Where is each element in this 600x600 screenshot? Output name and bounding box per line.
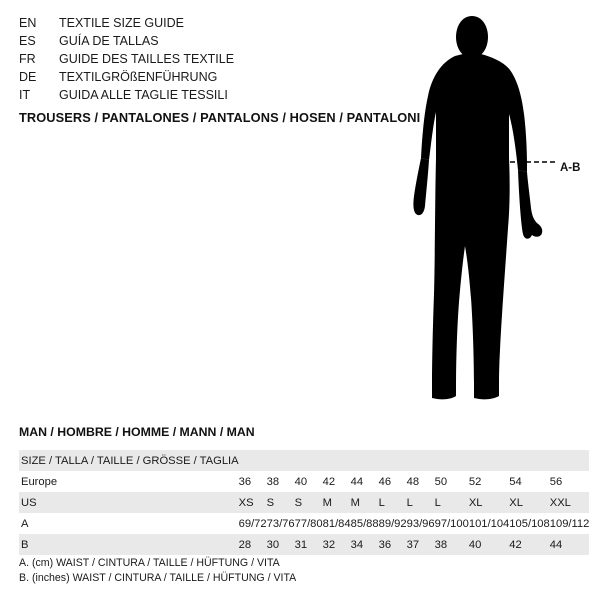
cell: 40 (294, 475, 308, 488)
cell: 38 (435, 534, 469, 555)
cell: 44 (550, 534, 590, 555)
cell (435, 450, 469, 471)
cell: 93/96 (406, 517, 435, 530)
row-label: B (19, 534, 239, 555)
language-text: TEXTILE SIZE GUIDE (59, 16, 185, 30)
cell: 31 (295, 534, 323, 555)
table-row (19, 513, 589, 534)
cell: 52 (468, 475, 482, 488)
cell (323, 450, 351, 471)
row-label: SIZE / TALLA / TAILLE / GRÖSSE / TAGLIA (19, 450, 239, 471)
cell: S (267, 492, 295, 513)
language-row (19, 86, 319, 104)
language-code: DE (19, 70, 37, 84)
cell: M (351, 492, 379, 513)
cell (407, 450, 435, 471)
cell: XL (509, 492, 549, 513)
cell (351, 450, 379, 471)
cell: 37 (407, 534, 435, 555)
cell (239, 450, 267, 471)
cell: 34 (351, 534, 379, 555)
language-list (19, 14, 319, 104)
language-text: TEXTILGRÖßENFÜHRUNG (59, 70, 218, 84)
cell: 109/112 (549, 517, 590, 530)
cell: 73/76 (266, 517, 295, 530)
footnote-a: A. (cm) WAIST / CINTURA / TAILLE / HÜFTUNG / VITA (19, 557, 280, 569)
cell: 56 (549, 475, 563, 488)
section-title: TROUSERS / PANTALONES / PANTALONS / HOSEN / PANTALONI (19, 110, 421, 125)
cell: 48 (406, 475, 420, 488)
cell: 54 (509, 475, 522, 488)
row-label: Europe (21, 475, 58, 488)
cell: 40 (469, 534, 509, 555)
measure-label-ab: A-B (560, 162, 581, 174)
cell: 44 (350, 475, 364, 488)
cell (550, 450, 590, 471)
cell: 77/80 (294, 517, 323, 530)
language-code: ES (19, 34, 36, 48)
language-code: EN (19, 16, 37, 30)
size-table (19, 450, 589, 555)
language-row (19, 50, 319, 68)
cell: 36 (379, 534, 407, 555)
cell: 28 (239, 534, 267, 555)
cell: S (295, 492, 323, 513)
cell: 105/108 (509, 517, 550, 530)
language-code: IT (19, 88, 31, 102)
cell: 81/84 (322, 517, 351, 530)
cell: 97/100 (434, 517, 469, 530)
language-row (19, 14, 319, 32)
table-row (19, 534, 589, 555)
cell: XL (469, 492, 509, 513)
footnotes (19, 556, 296, 586)
table-row (19, 492, 589, 513)
cell: 50 (434, 475, 448, 488)
language-text: GUIDE DES TAILLES TEXTILE (59, 52, 235, 66)
cell: 42 (509, 534, 549, 555)
cell: XXL (550, 492, 590, 513)
cell (509, 450, 549, 471)
cell: 32 (323, 534, 351, 555)
man-silhouette-figure (400, 10, 600, 410)
row-label: A (21, 517, 29, 530)
table-row (19, 450, 589, 471)
cell: L (379, 492, 407, 513)
language-text: GUÍA DE TALLAS (59, 34, 159, 48)
cell: 30 (267, 534, 295, 555)
cell: 89/92 (378, 517, 407, 530)
cell: L (435, 492, 469, 513)
language-row (19, 32, 319, 50)
cell: 101/104 (468, 517, 510, 530)
cell (267, 450, 295, 471)
language-text: GUIDA ALLE TAGLIE TESSILI (59, 88, 228, 102)
cell: 38 (266, 475, 280, 488)
cell: 69/72 (238, 517, 267, 530)
cell: 42 (322, 475, 336, 488)
table-row (19, 471, 589, 492)
cell: 46 (378, 475, 392, 488)
cell (295, 450, 323, 471)
cell: M (323, 492, 351, 513)
cell: 85/88 (350, 517, 379, 530)
cell: 36 (238, 475, 252, 488)
table-title: MAN / HOMBRE / HOMME / MANN / MAN (19, 425, 255, 439)
language-row (19, 68, 319, 86)
cell: XS (239, 492, 267, 513)
language-code: FR (19, 52, 36, 66)
footnote-b: B. (inches) WAIST / CINTURA / TAILLE / HÜFTUNG / VITA (19, 572, 297, 584)
silhouette-svg (400, 10, 600, 410)
row-label: US (19, 492, 239, 513)
cell (379, 450, 407, 471)
cell (469, 450, 509, 471)
cell: L (407, 492, 435, 513)
